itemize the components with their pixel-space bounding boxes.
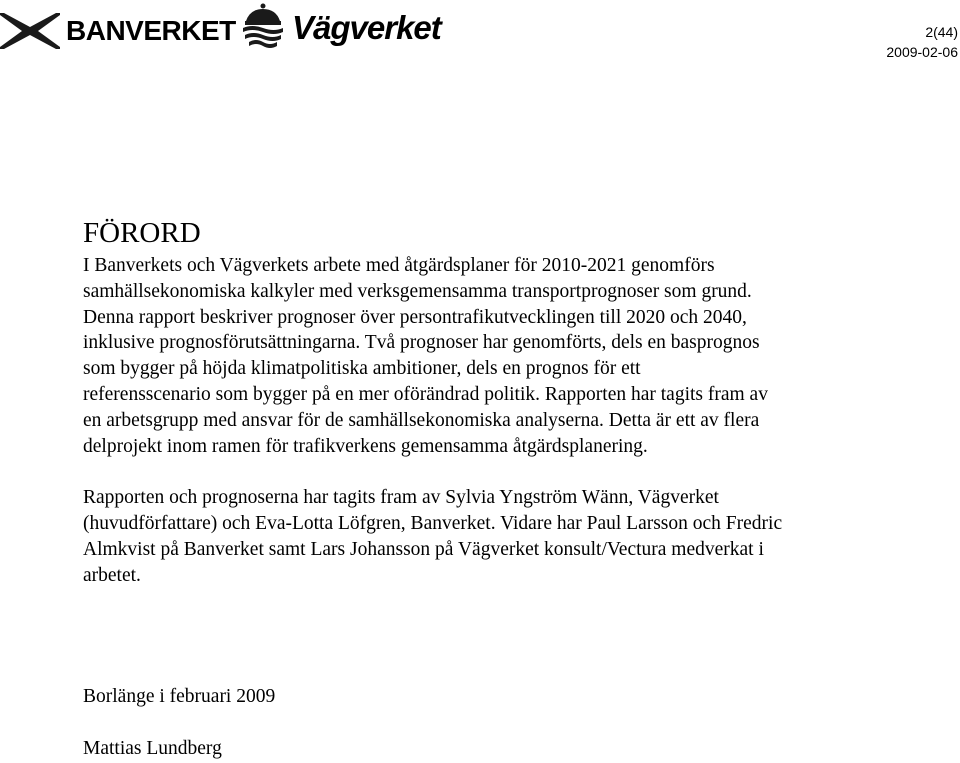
- foreword-paragraph-2: Rapporten och prognoserna har tagits fram av Sylvia Yngström Wänn, Vägverket (huvudförfattare) och Eva-Lotta Löfgren, Banverket. Vidare har Paul Larsson och Fredric Almkvist på Banverket samt Lars Johansson på Vägverket konsult/Vectura medverkat i arbetet.: [83, 487, 783, 586]
- signer-name: Mattias Lundberg: [83, 738, 222, 759]
- page-number: 2(44): [925, 24, 958, 40]
- foreword-paragraph-1: I Banverkets och Vägverkets arbete med åtgärdsplaner för 2010-2021 genomförs samhällsekonomiska kalkyler med verksgemensamma transportprognoser som grund. Denna rapport beskriver prognoser över persontrafikutvecklingen till 2020 och 2040, inklusive prognosförutsättningarna. Två prognoser har genomförts, dels en basprognos som bygger på höjda klimatpolitiska ambitioner, dels en prognos för ett referensscenario som bygger på en mer oförändrad politik. Rapporten har tagits fram av en arbetsgrupp med ansvar för de samhällsekonomiska analyserna. Detta är ett av flera delprojekt inom ramen för trafikverkens gemensamma åtgärdsplanering.: [83, 255, 768, 457]
- document-date: 2009-02-06: [886, 44, 958, 60]
- page-meta: [886, 22, 958, 62]
- place-and-date: Borlänge i februari 2009: [83, 686, 276, 707]
- vagverket-logo: [240, 2, 441, 52]
- vagverket-crown-emblem-icon: [240, 3, 286, 51]
- banverket-logo-text: BANVERKET: [66, 15, 236, 46]
- banverket-emblem-icon: [0, 13, 60, 49]
- page-title: FÖRORD: [83, 217, 201, 249]
- document-body: [83, 216, 943, 589]
- vagverket-logo-text: Vägverket: [292, 8, 441, 46]
- banverket-logo: [0, 10, 236, 52]
